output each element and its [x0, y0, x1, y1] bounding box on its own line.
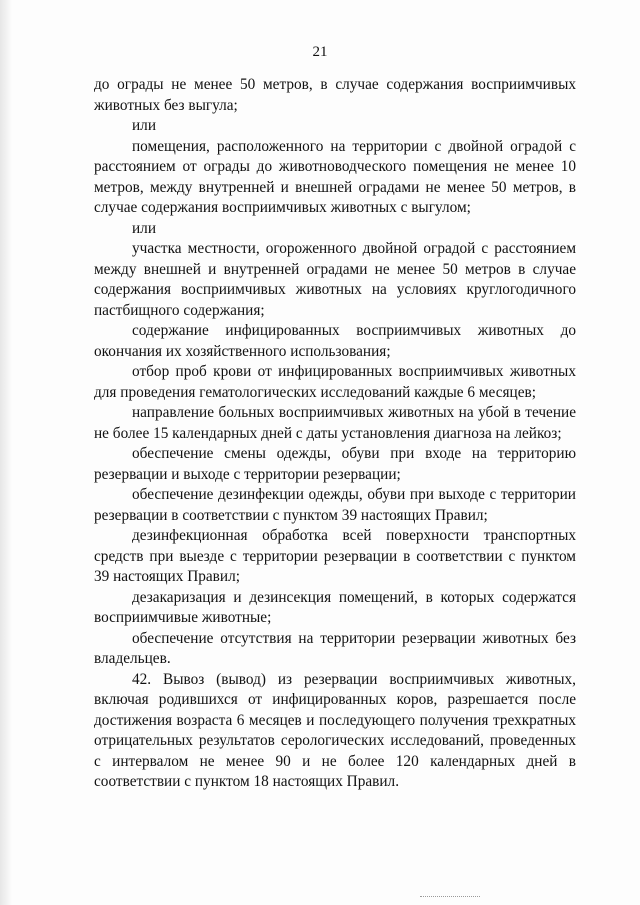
- paragraph-blood-sampling: отбор проб крови от инфицированных восприимчивых животных для проведения гематологических исследований каждые 6 месяцев;: [94, 363, 576, 401]
- paragraph-double-fence-premises: помещения, расположенного на территории с двойной оградой с расстоянием от ограды до животноводческого помещения не менее 10 метров, между внутренней и внешней оградами не менее 50 метров, в случае содержания восприимчивых животных с выгулом;: [94, 137, 576, 216]
- paragraph-fence-distance: до ограды не менее 50 метров, в случае содержания восприимчивых животных без выгула;: [94, 76, 576, 114]
- scan-artifact: [420, 896, 480, 898]
- paragraph-land-plot: участка местности, огороженного двойной оградой с расстоянием между внешней и внутренней оградами не менее 50 метров в случае содержания восприимчивых животных на условиях круглогодичного пастбищного содержания;: [94, 240, 576, 319]
- paragraph-or-1: или: [132, 117, 157, 134]
- paragraph-acaricide-insecticide: дезакаризация и дезинсекция помещений, в которых содержатся восприимчивые животные;: [94, 588, 576, 626]
- paragraph-item-42: 42. Вывоз (вывод) из резервации восприимчивых животных, включая родившихся от инфицированных коров, разрешается после достижения возраста 6 месяцев и последующего получения трехкратных отрицательных результатов серологических исследований, проведенных с интервалом не менее 90 и не более 120 календарных дней в соответствии с пунктом 18 настоящих Правил.: [94, 670, 576, 790]
- page-number: 21: [312, 44, 328, 60]
- paragraph-no-stray-animals: обеспечение отсутствия на территории резервации животных без владельцев.: [94, 629, 576, 667]
- paragraph-slaughter: направление больных восприимчивых животных на убой в течение не более 15 календарных дней с даты установления диагноза на лейкоз;: [94, 404, 576, 442]
- paragraph-change-clothes: обеспечение смены одежды, обуви при входе на территорию резервации и выходе с территории резервации;: [94, 445, 576, 483]
- paragraph-or-2: или: [132, 219, 157, 237]
- body-text: [94, 75, 576, 793]
- paragraph-vehicle-disinfection: дезинфекционная обработка всей поверхности транспортных средств при выезде с территории резервации в соответствии с пунктом 39 настоящих Правил;: [94, 527, 576, 585]
- paragraph-disinfection-clothes: обеспечение дезинфекции одежды, обуви при выходе с территории резервации в соответствии с пунктом 39 настоящих Правил;: [94, 486, 576, 524]
- paragraph-keeping-infected: содержание инфицированных восприимчивых животных до окончания их хозяйственного использования;: [94, 322, 576, 360]
- scan-shadow: [0, 0, 12, 905]
